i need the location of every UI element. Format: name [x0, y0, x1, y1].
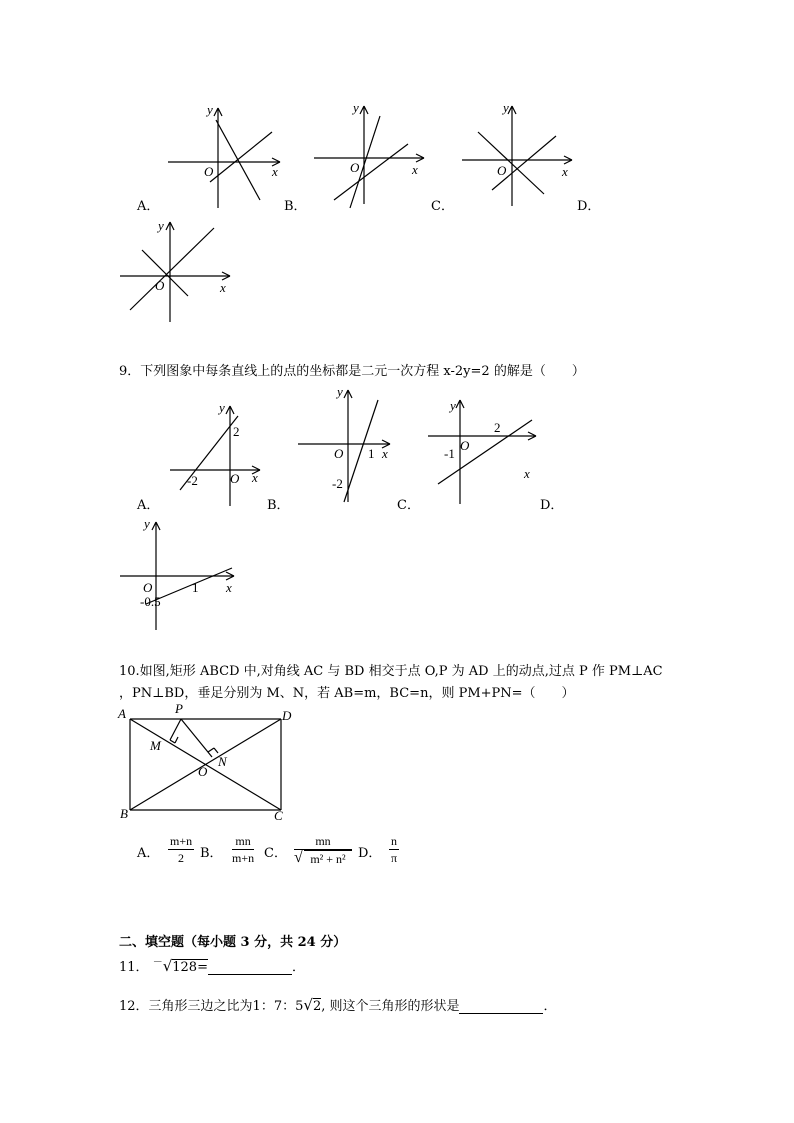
q10-d-numerator: n — [391, 834, 397, 848]
q12-number: 12． — [119, 999, 149, 1014]
q10-option-a-fraction — [168, 834, 194, 866]
q12-blank[interactable] — [459, 1000, 543, 1014]
q8b-origin: O — [350, 160, 360, 175]
q11 — [119, 953, 305, 975]
sqrt-icon: √ — [162, 957, 173, 975]
q10-option-b-label: B． — [200, 846, 223, 861]
q9-graph-c — [424, 396, 544, 508]
q9-graph-a — [166, 398, 266, 510]
q12-suffix: ． — [543, 999, 557, 1014]
q10-option-c-fraction — [294, 834, 352, 867]
q10-c-denominator: m² + n² — [310, 852, 346, 866]
q9-option-c: C． — [397, 498, 420, 513]
q8-graph-a — [160, 100, 280, 210]
q9a-y-label: y — [219, 400, 225, 415]
q8d-x-label: x — [220, 280, 226, 295]
q9-question — [119, 360, 585, 379]
q10-line1: 10.如图,矩形 ABCD 中,对角线 AC 与 BD 相交于点 O,P 为 AD 上的动点,过点 P 作 PM⊥AC — [119, 664, 663, 679]
q10-a-denominator: 2 — [178, 851, 185, 865]
q9-option-a: A． — [137, 498, 160, 513]
q9d-x-label: x — [226, 580, 232, 595]
q10-option-b-fraction — [232, 834, 254, 866]
q10-b-denominator: m+n — [232, 851, 255, 865]
q10-label-d: D — [282, 708, 292, 723]
q9a-label-neg2: -2 — [187, 473, 198, 488]
q10-b-numerator: mn — [232, 834, 254, 850]
q10-label-b: B — [120, 806, 128, 821]
q11-number: 11． — [119, 960, 149, 975]
q12-text: 三角形三边之比为1：7：5 — [148, 999, 304, 1014]
q8c-origin: O — [497, 163, 507, 178]
q8c-x-label: x — [562, 164, 568, 179]
q9b-x-label: x — [382, 446, 388, 461]
q10-d-denominator: π — [390, 851, 398, 865]
section-title: 二、填空题（每小题 3 分，共 24 分） — [119, 935, 347, 950]
q10-label-c: C — [274, 808, 283, 823]
q9b-label-1: 1 — [368, 446, 375, 461]
q8-graph-d — [116, 214, 236, 326]
q9c-x-label: x — [524, 466, 530, 481]
q9c-origin: O — [460, 438, 470, 453]
q9b-label-neg2: -2 — [332, 476, 343, 491]
q9d-label-neg05: -0.5 — [140, 594, 161, 609]
q8-option-b: B． — [284, 199, 307, 214]
q10-option-d-fraction — [389, 834, 399, 866]
q8a-x-label: x — [272, 164, 278, 179]
q8-graph-c — [458, 98, 578, 210]
q10-label-p: P — [175, 701, 183, 716]
q11-blank[interactable] — [208, 961, 292, 975]
q8-option-a: A． — [137, 199, 160, 214]
q8b-y-label: y — [353, 100, 359, 115]
sqrt-icon: √ — [303, 996, 313, 1014]
q9-graph-d — [116, 514, 240, 632]
q10-c-numerator: mn — [294, 834, 352, 850]
q9d-origin: O — [143, 580, 153, 595]
q10-label-a: A — [118, 706, 126, 721]
q10-option-d-label: D． — [358, 846, 382, 861]
q8-graph-b — [310, 98, 430, 210]
q10-option-a-label: A． — [137, 846, 160, 861]
q9a-origin: O — [230, 471, 240, 486]
q9-option-b: B． — [267, 498, 290, 513]
q9b-y-label: y — [337, 384, 343, 399]
q9c-label-2: 2 — [494, 420, 501, 435]
q9c-y-label: y — [450, 398, 456, 413]
q8b-x-label: x — [412, 162, 418, 177]
q9c-label-neg1: -1 — [444, 446, 455, 461]
q8a-y-label: y — [207, 102, 213, 117]
q9d-y-label: y — [144, 516, 150, 531]
q10-label-o: O — [198, 764, 208, 779]
q11-suffix: ． — [291, 960, 305, 975]
q10-label-m: M — [150, 738, 161, 753]
q9-graph-b — [294, 384, 394, 506]
q10-a-numerator: m+n — [170, 834, 193, 848]
minus-sign: － — [152, 957, 163, 968]
q8-option-d: D． — [577, 199, 601, 214]
q8a-origin: O — [204, 164, 214, 179]
q9-number: 9． — [119, 364, 141, 379]
q8d-y-label: y — [158, 218, 164, 233]
q10-rectangle-figure — [116, 702, 306, 824]
q10-line2: ，PN⊥BD，垂足分别为 M、N，若 AB=m，BC=n，则 PM+PN=（ ） — [119, 686, 575, 701]
q12 — [119, 995, 557, 1014]
q10-label-n: N — [218, 754, 227, 769]
q9-text: 下列图象中每条直线上的点的坐标都是二元一次方程 x-2y=2 的解是（ ） — [140, 364, 585, 379]
q8d-origin: O — [155, 278, 165, 293]
q10-option-c-label: C． — [264, 846, 287, 861]
q9a-x-label: x — [252, 470, 258, 485]
q9b-origin: O — [334, 446, 344, 461]
q9d-label-1: 1 — [192, 580, 199, 595]
sqrt-icon: √ — [294, 849, 303, 866]
q12-radicand: 2 — [312, 999, 322, 1014]
q8-option-c: C． — [431, 199, 454, 214]
q12-text2: , 则这个三角形的形状是 — [321, 999, 460, 1014]
q8c-y-label: y — [503, 100, 509, 115]
q9a-label-2: 2 — [233, 424, 240, 439]
q11-expr: 128= — [172, 960, 208, 975]
q9-option-d: D． — [540, 498, 564, 513]
